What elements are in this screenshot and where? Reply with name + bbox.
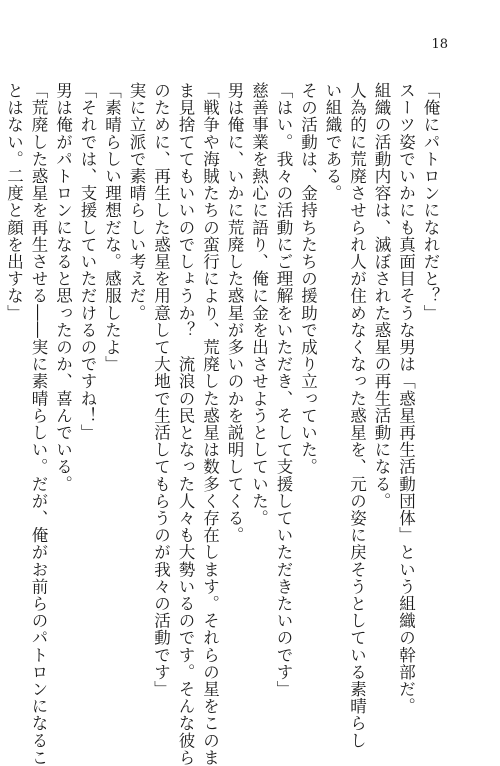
text-line: 「戦争や海賊たちの蛮行により、荒廃した惑星は数多く存在します。それらの星をこのま — [200, 82, 220, 766]
text-line: 「素晴らしい理想だな。感服したよ」 — [102, 82, 122, 373]
text-line: スーツ姿でいかにも真面目そうな男は「惑星再生活動団体」という組織の幹部だ。 — [396, 82, 416, 715]
text-line: 男は俺がパトロンになると思ったのか、喜んでいる。 — [53, 82, 73, 493]
page-number: 18 — [431, 37, 448, 52]
text-line: 「荒廃した惑星を再生させる――実に素晴らしい。だが、俺がお前らのパトロンになるこ — [29, 82, 48, 766]
text-line: 組織の活動内容は、滅ぼされた惑星の再生活動になる。 — [372, 82, 391, 510]
text-line: 「俺にパトロンになれだと？」 — [421, 82, 440, 322]
text-line: ま見捨ててもいいのでしょうか？ 流浪の民となった人々も大勢いるのです。そんな彼ら — [176, 82, 195, 766]
text-line: 男は俺に、いかに荒廃した惑星が多いのかを説明してくる。 — [225, 82, 244, 544]
text-line: 慈善事業を熱心に語り、俺に金を出させようとしていた。 — [249, 82, 269, 527]
text-line: 実に立派で素晴らしい考えだ。 — [127, 82, 146, 322]
body-text — [1, 82, 442, 766]
text-line: のために、再生した惑星を用意して大地で生活してもらうのが我々の活動です」 — [151, 82, 171, 698]
text-line: とはない。二度と顔を出すな」 — [4, 82, 24, 322]
text-line: 人為的に荒廃させられ人が住めなくなった惑星を、元の姿に戻そうとしている素晴らし — [347, 82, 367, 749]
text-line: その活動は、金持ちたちの援助で成り立っていた。 — [298, 82, 318, 476]
text-line: 「それでは、支援していただけるのですね！」 — [78, 82, 97, 442]
text-line: 「はい。我々の活動にご理解をいただき、そして支援していただきたいのです」 — [274, 82, 293, 698]
text-line: い組織である。 — [323, 82, 342, 202]
